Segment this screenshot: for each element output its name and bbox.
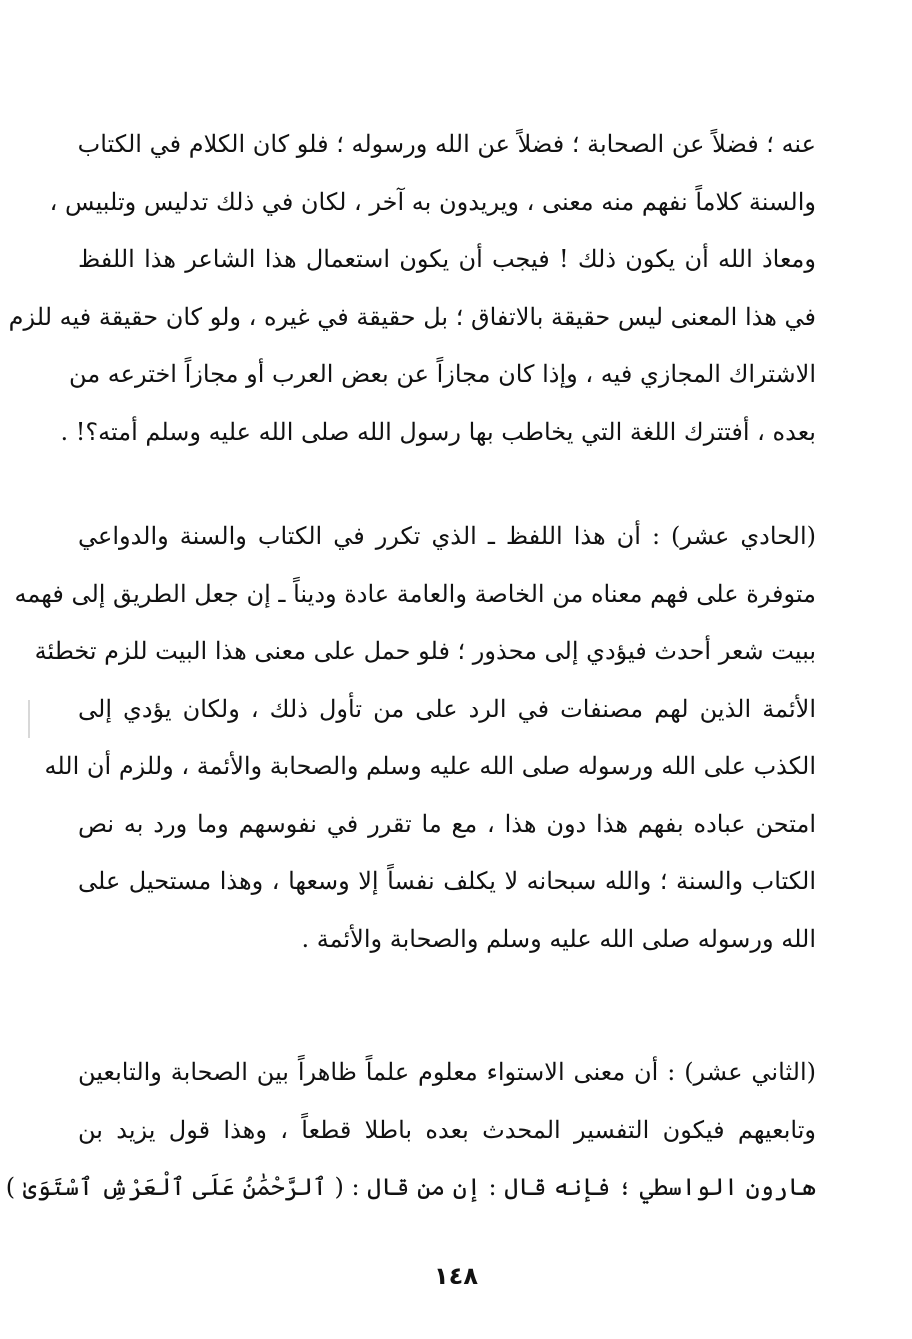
text-line: الكتاب والسنة ؛ والله سبحانه لا يكلف نفساً إلا وسعها ، وهذا مستحيل على bbox=[78, 867, 816, 895]
text-line: بعده ، أفتترك اللغة التي يخاطب بها رسول الله صلى الله عليه وسلم أمته؟! . bbox=[60, 417, 816, 446]
text-line: والسنة كلاماً نفهم منه معنى ، ويريدون به آخر ، لكان في ذلك تدليس وتلبيس ، bbox=[49, 187, 816, 216]
text-line: ببيت شعر أحدث فيؤدي إلى محذور ؛ فلو حمل على معنى هذا البيت للزم تخطئة bbox=[34, 637, 816, 665]
paragraph-1 bbox=[8, 116, 816, 461]
text-line: الاشتراك المجازي فيه ، وإذا كان مجازاً عن بعض العرب أو مجازاً اخترعه من bbox=[69, 360, 816, 388]
text-line: ومعاذ الله أن يكون ذلك ! فيجب أن يكون استعمال هذا الشاعر هذا اللفظ bbox=[78, 245, 816, 273]
text-line: امتحن عباده بفهم هذا دون هذا ، مع ما تقرر في نفوسهم وما ورد به نص bbox=[78, 809, 816, 838]
paragraph-2 bbox=[14, 508, 816, 968]
text-line: الله ورسوله صلى الله عليه وسلم والصحابة والأئمة . bbox=[301, 924, 816, 953]
page-number: ١٤٨ bbox=[434, 1262, 478, 1290]
text-line: وتابعيهم فيكون التفسير المحدث بعده باطلا قطعاً ، وهذا قول يزيد بن bbox=[78, 1115, 816, 1144]
text-line: (الثاني عشر) : أن معنى الاستواء معلوم علماً ظاهراً بين الصحابة والتابعين bbox=[78, 1058, 816, 1086]
paragraph-3 bbox=[5, 1044, 816, 1217]
text-line: متوفرة على فهم معناه من الخاصة والعامة عادة وديناً ـ إن جعل الطريق إلى فهمه bbox=[14, 579, 816, 608]
text-line: الأئمة الذين لهم مصنفات في الرد على من تأول ذلك ، ولكان يؤدي إلى bbox=[78, 694, 816, 723]
text-line: هارون الواسطي ؛ فإنه قال : إن من قال : ( ٱلرَّحْمَٰنُ عَلَى ٱلْعَرْشِ ٱسْتَوَىٰ ) bbox=[5, 1173, 816, 1201]
text-line: عنه ؛ فضلاً عن الصحابة ؛ فضلاً عن الله ورسوله ؛ فلو كان الكلام في الكتاب bbox=[77, 130, 816, 158]
margin-mark bbox=[28, 700, 30, 738]
text-line: (الحادي عشر) : أن هذا اللفظ ـ الذي تكرر في الكتاب والسنة والدواعي bbox=[78, 522, 816, 550]
text-line: في هذا المعنى ليس حقيقة بالاتفاق ؛ بل حقيقة في غيره ، ولو كان حقيقة فيه للزم bbox=[8, 302, 816, 331]
text-line: الكذب على الله ورسوله صلى الله عليه وسلم والصحابة والأئمة ، وللزم أن الله bbox=[44, 752, 816, 780]
